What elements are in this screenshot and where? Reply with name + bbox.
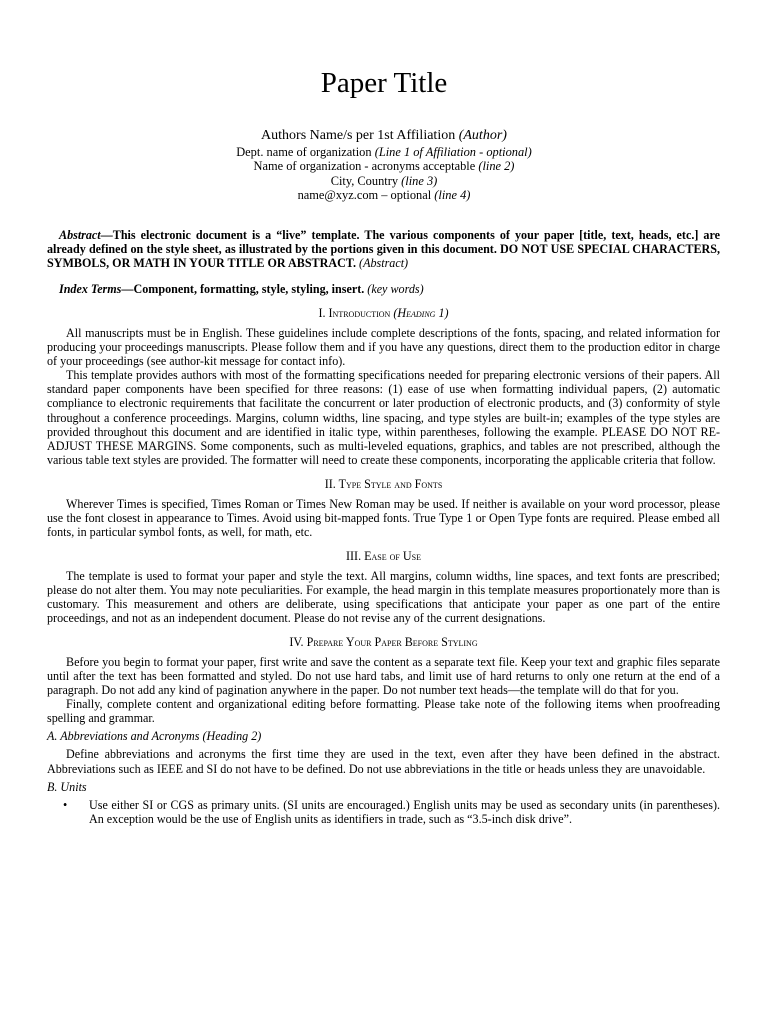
paragraph: Before you begin to format your paper, first write and save the content as a separate text file. Keep your text and graphic files separate until after the text has been formatted and styled. Do not use hard tabs, and limit use of hard returns to only one return at the end of a paragraph. Do not add any kind of pagination anywhere in the paper. Do not number text heads—the template will do that for you. <box>47 655 720 698</box>
index-terms-text: Component, formatting, style, styling, insert. <box>133 282 365 297</box>
index-terms-lead: Index Terms <box>59 282 122 297</box>
affiliation-tag: (line 4) <box>434 188 471 203</box>
heading-text: I. Introduction <box>318 306 391 321</box>
paper-title: Paper Title <box>320 67 448 99</box>
paragraph: All manuscripts must be in English. These guidelines include complete descriptions of the fonts, spacing, and related information for producing your proceedings manuscripts. Please follow them and if you have any questions, direct them to the production editor in charge of your proceedings (see author-kit message for contact info). <box>47 326 720 369</box>
abstract-text: This electronic document is a “live” template. The various components of your paper [title, text, heads, etc.] are already defined on the style sheet, as illustrated by the portions given in this document. DO NOT USE SPECIAL CHARACTERS, SYMBOLS, OR MATH IN YOUR TITLE OR ABSTRACT. <box>47 228 720 271</box>
subsection-heading-abbreviations: A. Abbreviations and Acronyms (Heading 2) <box>47 729 262 744</box>
paragraph: Finally, complete content and organizational editing before formatting. Please take note of the following items when proofreading spelling and grammar. <box>47 697 720 726</box>
index-terms <box>47 282 720 296</box>
affiliation-line-4 <box>0 188 768 202</box>
index-terms-dash: — <box>121 282 134 297</box>
author-name <box>0 127 768 145</box>
heading-tag: (Heading 1) <box>393 306 449 321</box>
affiliation-tag: (line 2) <box>478 159 515 174</box>
author-block <box>0 127 768 203</box>
paragraph: Define abbreviations and acronyms the first time they are used in the text, even after they have been defined in the abstract. Abbreviations such as IEEE and SI do not have to be defined. Do not use abbreviations in the title or heads unless they are unavoidable. <box>47 747 720 776</box>
section-heading-prepare-paper: IV. Prepare Your Paper Before Styling <box>289 635 478 650</box>
affiliation-text: Dept. name of organization <box>236 145 372 159</box>
affiliation-line-3 <box>0 174 768 188</box>
list-item-text: Use either SI or CGS as primary units. (SI units are encouraged.) English units may be used as secondary units (in parentheses). An exception would be the use of English units as identifiers in trade, such as “3.5-inch disk drive”. <box>89 797 720 826</box>
affiliation-line-1 <box>0 145 768 159</box>
paragraph: The template is used to format your paper and style the text. All margins, column widths, line spaces, and text fonts are prescribed; please do not alter them. You may note peculiarities. For example, the head margin in this template measures proportionately more than is customary. This measurement and others are deliberate, using specifications that anticipate your paper as one part of the entire proceedings, and not as an independent document. Please do not revise any of the current designations. <box>47 568 720 626</box>
section-heading-ease-of-use: III. Ease of Use <box>346 548 421 563</box>
abstract-tag: (Abstract) <box>359 256 409 271</box>
paragraph: This template provides authors with most of the formatting specifications needed for preparing electronic versions of their papers. All standard paper components have been specified for three reasons: (1) ease of use when formatting individual papers, (2) automatic compliance to electronic requirements that facilitate the concurrent or later production of electronic products, and (3) conformity of style throughout a conference proceedings. Margins, column widths, line spacing, and type styles are built-in; examples of the type styles are provided throughout this document and are identified in italic type, within parentheses, following the example. PLEASE DO NOT RE-ADJUST THESE MARGINS. Some components, such as multi-leveled equations, graphics, and tables are not prescribed, although the various table text styles are provided. The formatter will need to create these components, incorporating the applicable criteria that follow. <box>47 368 720 467</box>
abstract-lead: Abstract <box>59 228 101 242</box>
section-heading-type-style: II. Type Style and Fonts <box>324 476 443 491</box>
abstract <box>47 228 720 270</box>
paragraph: Wherever Times is specified, Times Roman or Times New Roman may be used. If neither is available on your word processor, please use the font closest in appearance to Times. Avoid using bit-mapped fonts. True Type 1 or Open Type fonts are required. Please embed all fonts, in particular symbol fonts, as well, for math, etc. <box>47 496 720 539</box>
affiliation-tag: (line 3) <box>401 173 438 188</box>
abstract-dash: — <box>100 228 113 242</box>
affiliation-line-2 <box>0 159 768 173</box>
section-heading-introduction <box>47 306 720 320</box>
document-body <box>47 228 720 826</box>
affiliation-text: Name of organization - acronyms acceptable <box>253 159 476 174</box>
affiliation-text: name@xyz.com – optional <box>297 188 432 203</box>
affiliation-text: City, Country <box>330 173 399 188</box>
index-terms-tag: (key words) <box>367 282 424 297</box>
author-name-tag: (Author) <box>458 128 507 143</box>
bullet-icon: • <box>63 797 68 812</box>
units-bullet-list <box>47 798 720 826</box>
affiliation-tag: (Line 1 of Affiliation - optional) <box>374 145 532 159</box>
list-item <box>47 798 720 826</box>
author-name-text: Authors Name/s per 1st Affiliation <box>261 128 456 143</box>
subsection-heading-units: B. Units <box>47 779 87 794</box>
